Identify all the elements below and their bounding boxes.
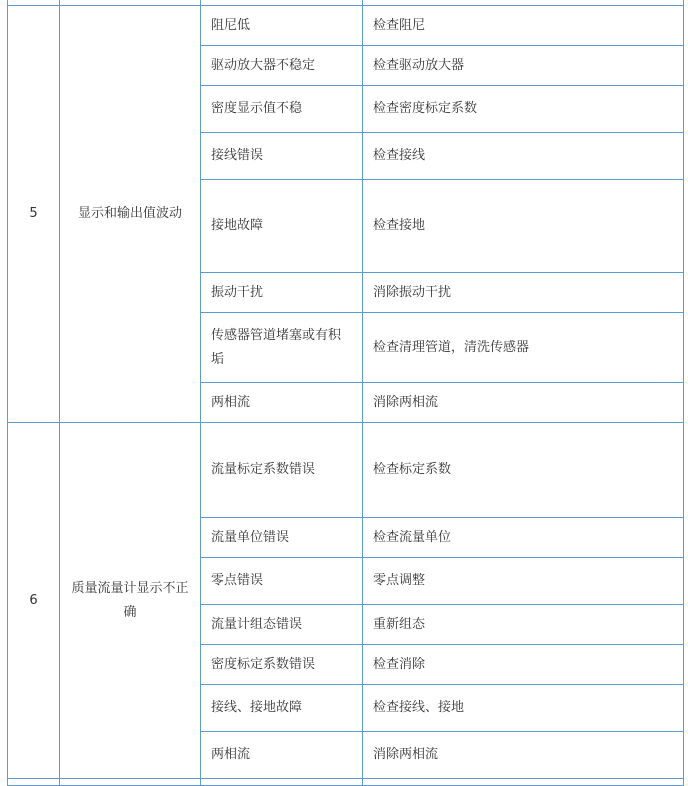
table-row-partial-bottom	[8, 779, 684, 786]
table-row	[8, 423, 684, 518]
table-row	[8, 6, 684, 46]
fault-cause: 流量单位错误	[201, 518, 363, 558]
table-cell	[201, 779, 363, 786]
fault-cause: 振动干扰	[201, 273, 363, 313]
fault-cause: 接线、接地故障	[201, 685, 363, 732]
fault-symptom: 显示和输出值波动	[60, 6, 201, 423]
row-number: 5	[8, 6, 60, 423]
fault-remedy: 检查消除	[363, 645, 684, 685]
fault-remedy: 消除振动干扰	[363, 273, 684, 313]
fault-remedy: 检查驱动放大器	[363, 46, 684, 86]
fault-cause: 流量计组态错误	[201, 605, 363, 645]
fault-cause: 接线错误	[201, 133, 363, 180]
fault-cause: 密度显示值不稳	[201, 86, 363, 133]
fault-cause: 两相流	[201, 732, 363, 779]
fault-remedy: 零点调整	[363, 558, 684, 605]
fault-remedy: 重新组态	[363, 605, 684, 645]
fault-cause: 两相流	[201, 383, 363, 423]
fault-table	[7, 0, 684, 786]
fault-remedy: 检查清理管道，清洗传感器	[363, 313, 684, 383]
fault-remedy: 检查标定系数	[363, 423, 684, 518]
fault-remedy: 消除两相流	[363, 732, 684, 779]
table-cell	[8, 779, 60, 786]
fault-symptom: 质量流量计显示不正确	[60, 423, 201, 779]
fault-remedy: 检查接线	[363, 133, 684, 180]
fault-remedy: 检查流量单位	[363, 518, 684, 558]
fault-cause: 阻尼低	[201, 6, 363, 46]
fault-remedy: 检查密度标定系数	[363, 86, 684, 133]
table-cell	[363, 779, 684, 786]
fault-cause: 零点错误	[201, 558, 363, 605]
fault-cause: 流量标定系数错误	[201, 423, 363, 518]
fault-remedy: 消除两相流	[363, 383, 684, 423]
fault-remedy: 检查接线、接地	[363, 685, 684, 732]
fault-cause: 传感器管道堵塞或有积垢	[201, 313, 363, 383]
fault-cause: 接地故障	[201, 180, 363, 273]
fault-remedy: 检查阻尼	[363, 6, 684, 46]
table-cell	[60, 779, 201, 786]
fault-cause: 密度标定系数错误	[201, 645, 363, 685]
row-number: 6	[8, 423, 60, 779]
fault-remedy: 检查接地	[363, 180, 684, 273]
fault-cause: 驱动放大器不稳定	[201, 46, 363, 86]
